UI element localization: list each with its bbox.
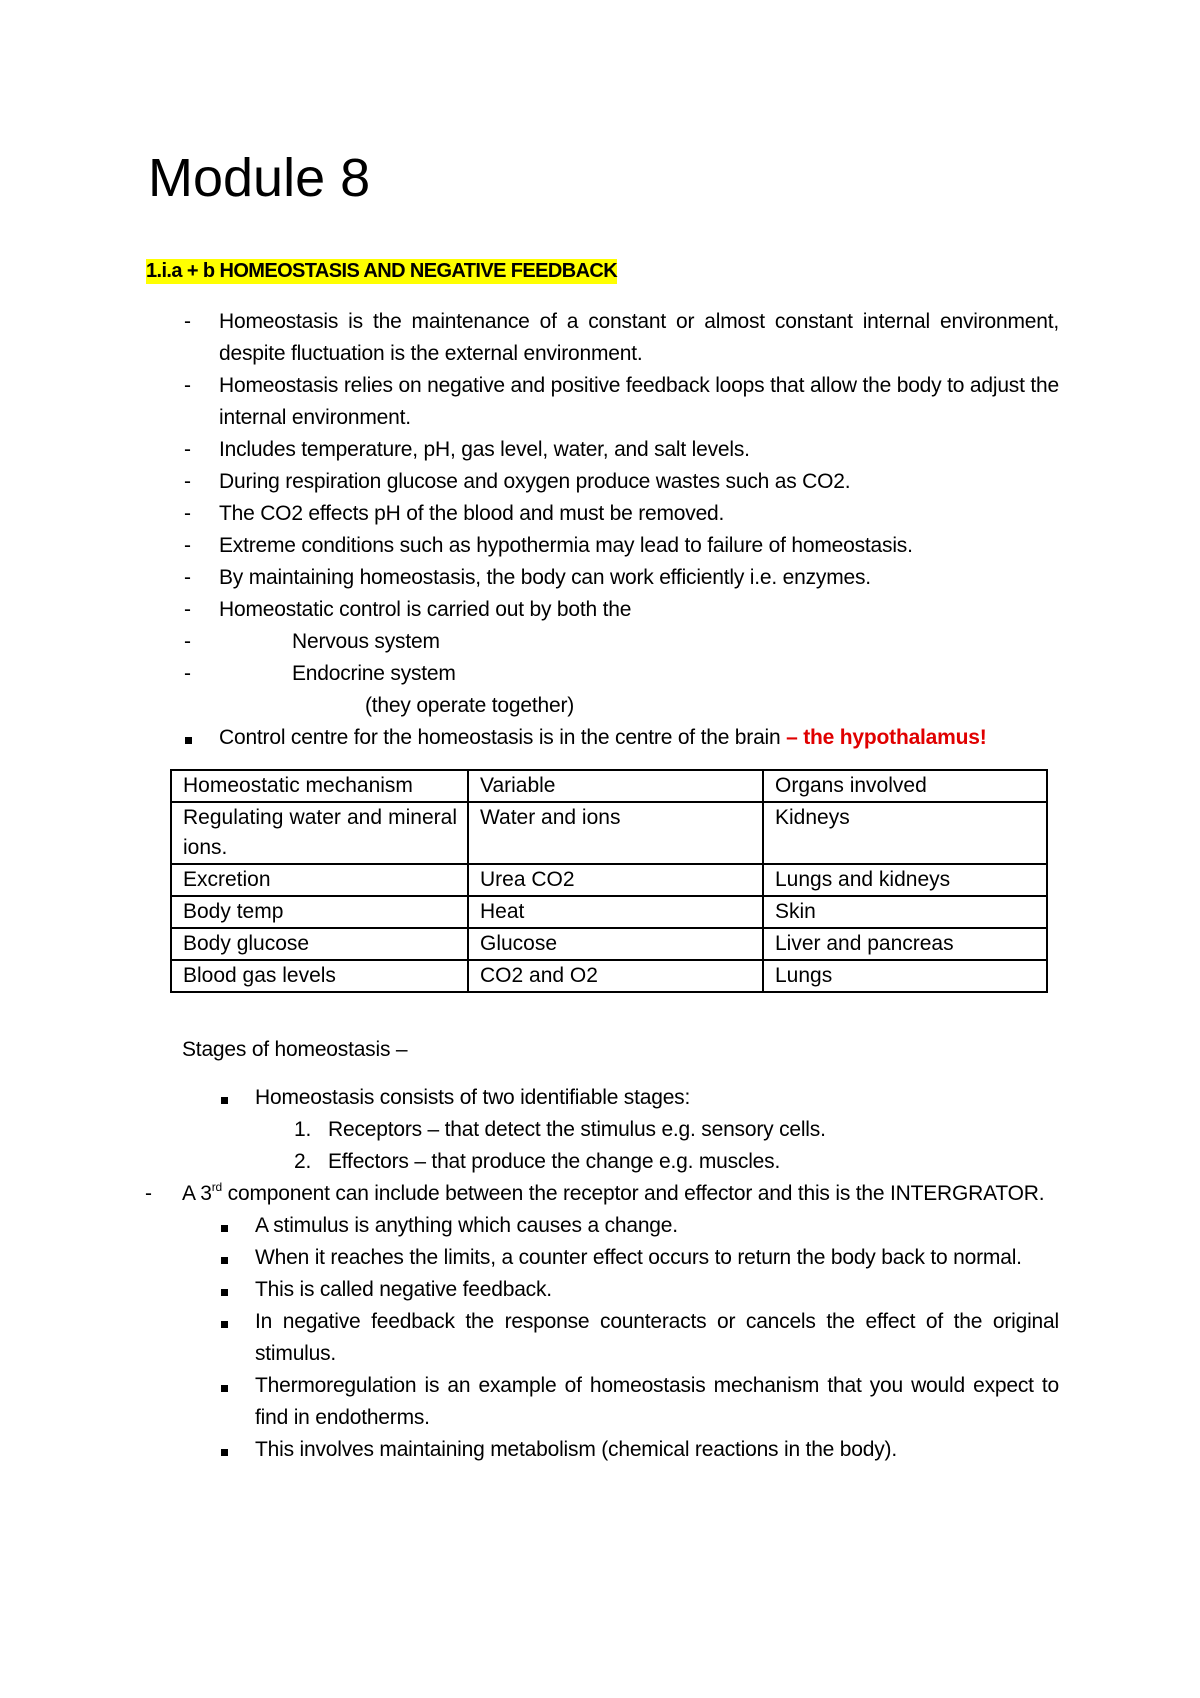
sub-list-item (184, 626, 1059, 658)
sub-list-item (184, 658, 1059, 690)
list-item-text: Extreme conditions such as hypothermia may lead to failure of homeostasis. (219, 534, 913, 557)
list-item-text: The CO2 effects pH of the blood and must be removed. (219, 502, 725, 525)
table-cell: Skin (763, 896, 1047, 928)
list-item-text: This is called negative feedback. (255, 1278, 552, 1301)
dash-marker: - (184, 566, 191, 589)
list-item-text: Homeostatic control is carried out by both the (219, 598, 632, 621)
table-cell: Kidneys (763, 802, 1047, 864)
sub-list-item-text: Nervous system (292, 630, 440, 653)
page-title: Module 8 (148, 148, 371, 208)
section-heading (146, 259, 617, 283)
table-row (171, 896, 1047, 928)
list-item (182, 1242, 1059, 1274)
table-cell: Heat (468, 896, 763, 928)
main-bullet-list (184, 306, 1059, 754)
list-item-text: Homeostasis relies on negative and positive feedback loops that allow the body to adjust the internal environment. (219, 374, 1059, 429)
square-bullet-icon (221, 1094, 228, 1104)
list-item-text: A stimulus is anything which causes a change. (255, 1214, 678, 1237)
table-cell: Water and ions (468, 802, 763, 864)
dash-marker: - (184, 662, 191, 685)
list-item (184, 306, 1059, 370)
list-item (182, 1082, 1059, 1114)
stages-list (145, 1082, 1059, 1466)
third-component-text-start: A 3 (182, 1182, 212, 1205)
table-cell: Liver and pancreas (763, 928, 1047, 960)
numbered-item-text: Effectors – that produce the change e.g. muscles. (328, 1150, 781, 1173)
dash-marker: - (184, 470, 191, 493)
third-component-text-end: component can include between the receptor and effector and this is the INTERGRATOR. (222, 1182, 1045, 1205)
list-item (184, 594, 1059, 626)
list-item (184, 498, 1059, 530)
table-cell: CO2 and O2 (468, 960, 763, 992)
table-cell: Excretion (171, 864, 468, 896)
list-item (182, 1274, 1059, 1306)
table-cell: Body glucose (171, 928, 468, 960)
stages-label: Stages of homeostasis – (182, 1038, 408, 1061)
square-bullet-icon (185, 734, 192, 744)
third-component-item (145, 1178, 1059, 1210)
table-cell: Urea CO2 (468, 864, 763, 896)
list-item (182, 1210, 1059, 1242)
list-item (184, 370, 1059, 434)
item-number: 1. (294, 1118, 312, 1141)
table-row (171, 960, 1047, 992)
list-item-text: Homeostasis is the maintenance of a constant or almost constant internal environment, despite fluctuation is the external environment. (219, 310, 1059, 365)
square-bullet-icon (221, 1286, 228, 1296)
table-cell: Regulating water and mineral ions. (171, 802, 468, 864)
square-bullet-icon (221, 1318, 228, 1328)
table-header-row (171, 770, 1047, 802)
table-header-cell: Homeostatic mechanism (171, 770, 468, 802)
list-item (182, 1434, 1059, 1466)
square-bullet-icon (221, 1446, 228, 1456)
table-row (171, 864, 1047, 896)
dash-marker: - (184, 310, 191, 333)
sub-note: (they operate together) (365, 694, 575, 717)
list-item-text: This involves maintaining metabolism (chemical reactions in the body). (255, 1438, 897, 1461)
dash-marker: - (184, 438, 191, 461)
list-item (182, 1370, 1059, 1434)
list-item (184, 466, 1059, 498)
dash-marker: - (184, 630, 191, 653)
list-item-text: Thermoregulation is an example of homeostasis mechanism that you would expect to find in endotherms. (255, 1374, 1059, 1429)
table-cell: Lungs and kidneys (763, 864, 1047, 896)
table-header-cell: Variable (468, 770, 763, 802)
hypothalamus-highlight: – the hypothalamus! (786, 726, 987, 749)
dash-marker: - (184, 534, 191, 557)
dash-marker: - (184, 502, 191, 525)
table-cell: Body temp (171, 896, 468, 928)
table-row (171, 802, 1047, 864)
list-item (182, 1306, 1059, 1370)
table-header-cell: Organs involved (763, 770, 1047, 802)
list-item-text: When it reaches the limits, a counter effect occurs to return the body back to normal. (255, 1246, 1022, 1269)
dash-marker: - (184, 598, 191, 621)
numbered-item (182, 1146, 1059, 1178)
table-cell: Glucose (468, 928, 763, 960)
superscript: rd (211, 1180, 223, 1194)
square-bullet-icon (221, 1222, 228, 1232)
numbered-item-text: Receptors – that detect the stimulus e.g. sensory cells. (328, 1118, 826, 1141)
list-item-text: Includes temperature, pH, gas level, water, and salt levels. (219, 438, 750, 461)
control-centre-item (219, 722, 1059, 754)
list-item-text: In negative feedback the response counteracts or cancels the effect of the original stimulus. (255, 1310, 1059, 1365)
dash-marker: - (184, 374, 191, 397)
item-number: 2. (294, 1150, 312, 1173)
dash-marker: - (145, 1182, 152, 1205)
list-item (184, 434, 1059, 466)
table-cell: Blood gas levels (171, 960, 468, 992)
square-bullet-icon (221, 1382, 228, 1392)
list-item-text: During respiration glucose and oxygen produce wastes such as CO2. (219, 470, 851, 493)
table-row (171, 928, 1047, 960)
list-item (184, 530, 1059, 562)
list-item (184, 562, 1059, 594)
table-cell: Lungs (763, 960, 1047, 992)
section-heading-text: 1.i.a + b HOMEOSTASIS AND NEGATIVE FEEDBACK (146, 260, 618, 282)
numbered-item (182, 1114, 1059, 1146)
sub-list-item-text: Endocrine system (292, 662, 456, 685)
square-bullet-icon (221, 1254, 228, 1264)
list-item-text: Homeostasis consists of two identifiable stages: (255, 1086, 691, 1109)
list-item-text: By maintaining homeostasis, the body can work efficiently i.e. enzymes. (219, 566, 871, 589)
control-centre-text: Control centre for the homeostasis is in the centre of the brain (219, 726, 787, 749)
homeostasis-table (170, 769, 1048, 993)
